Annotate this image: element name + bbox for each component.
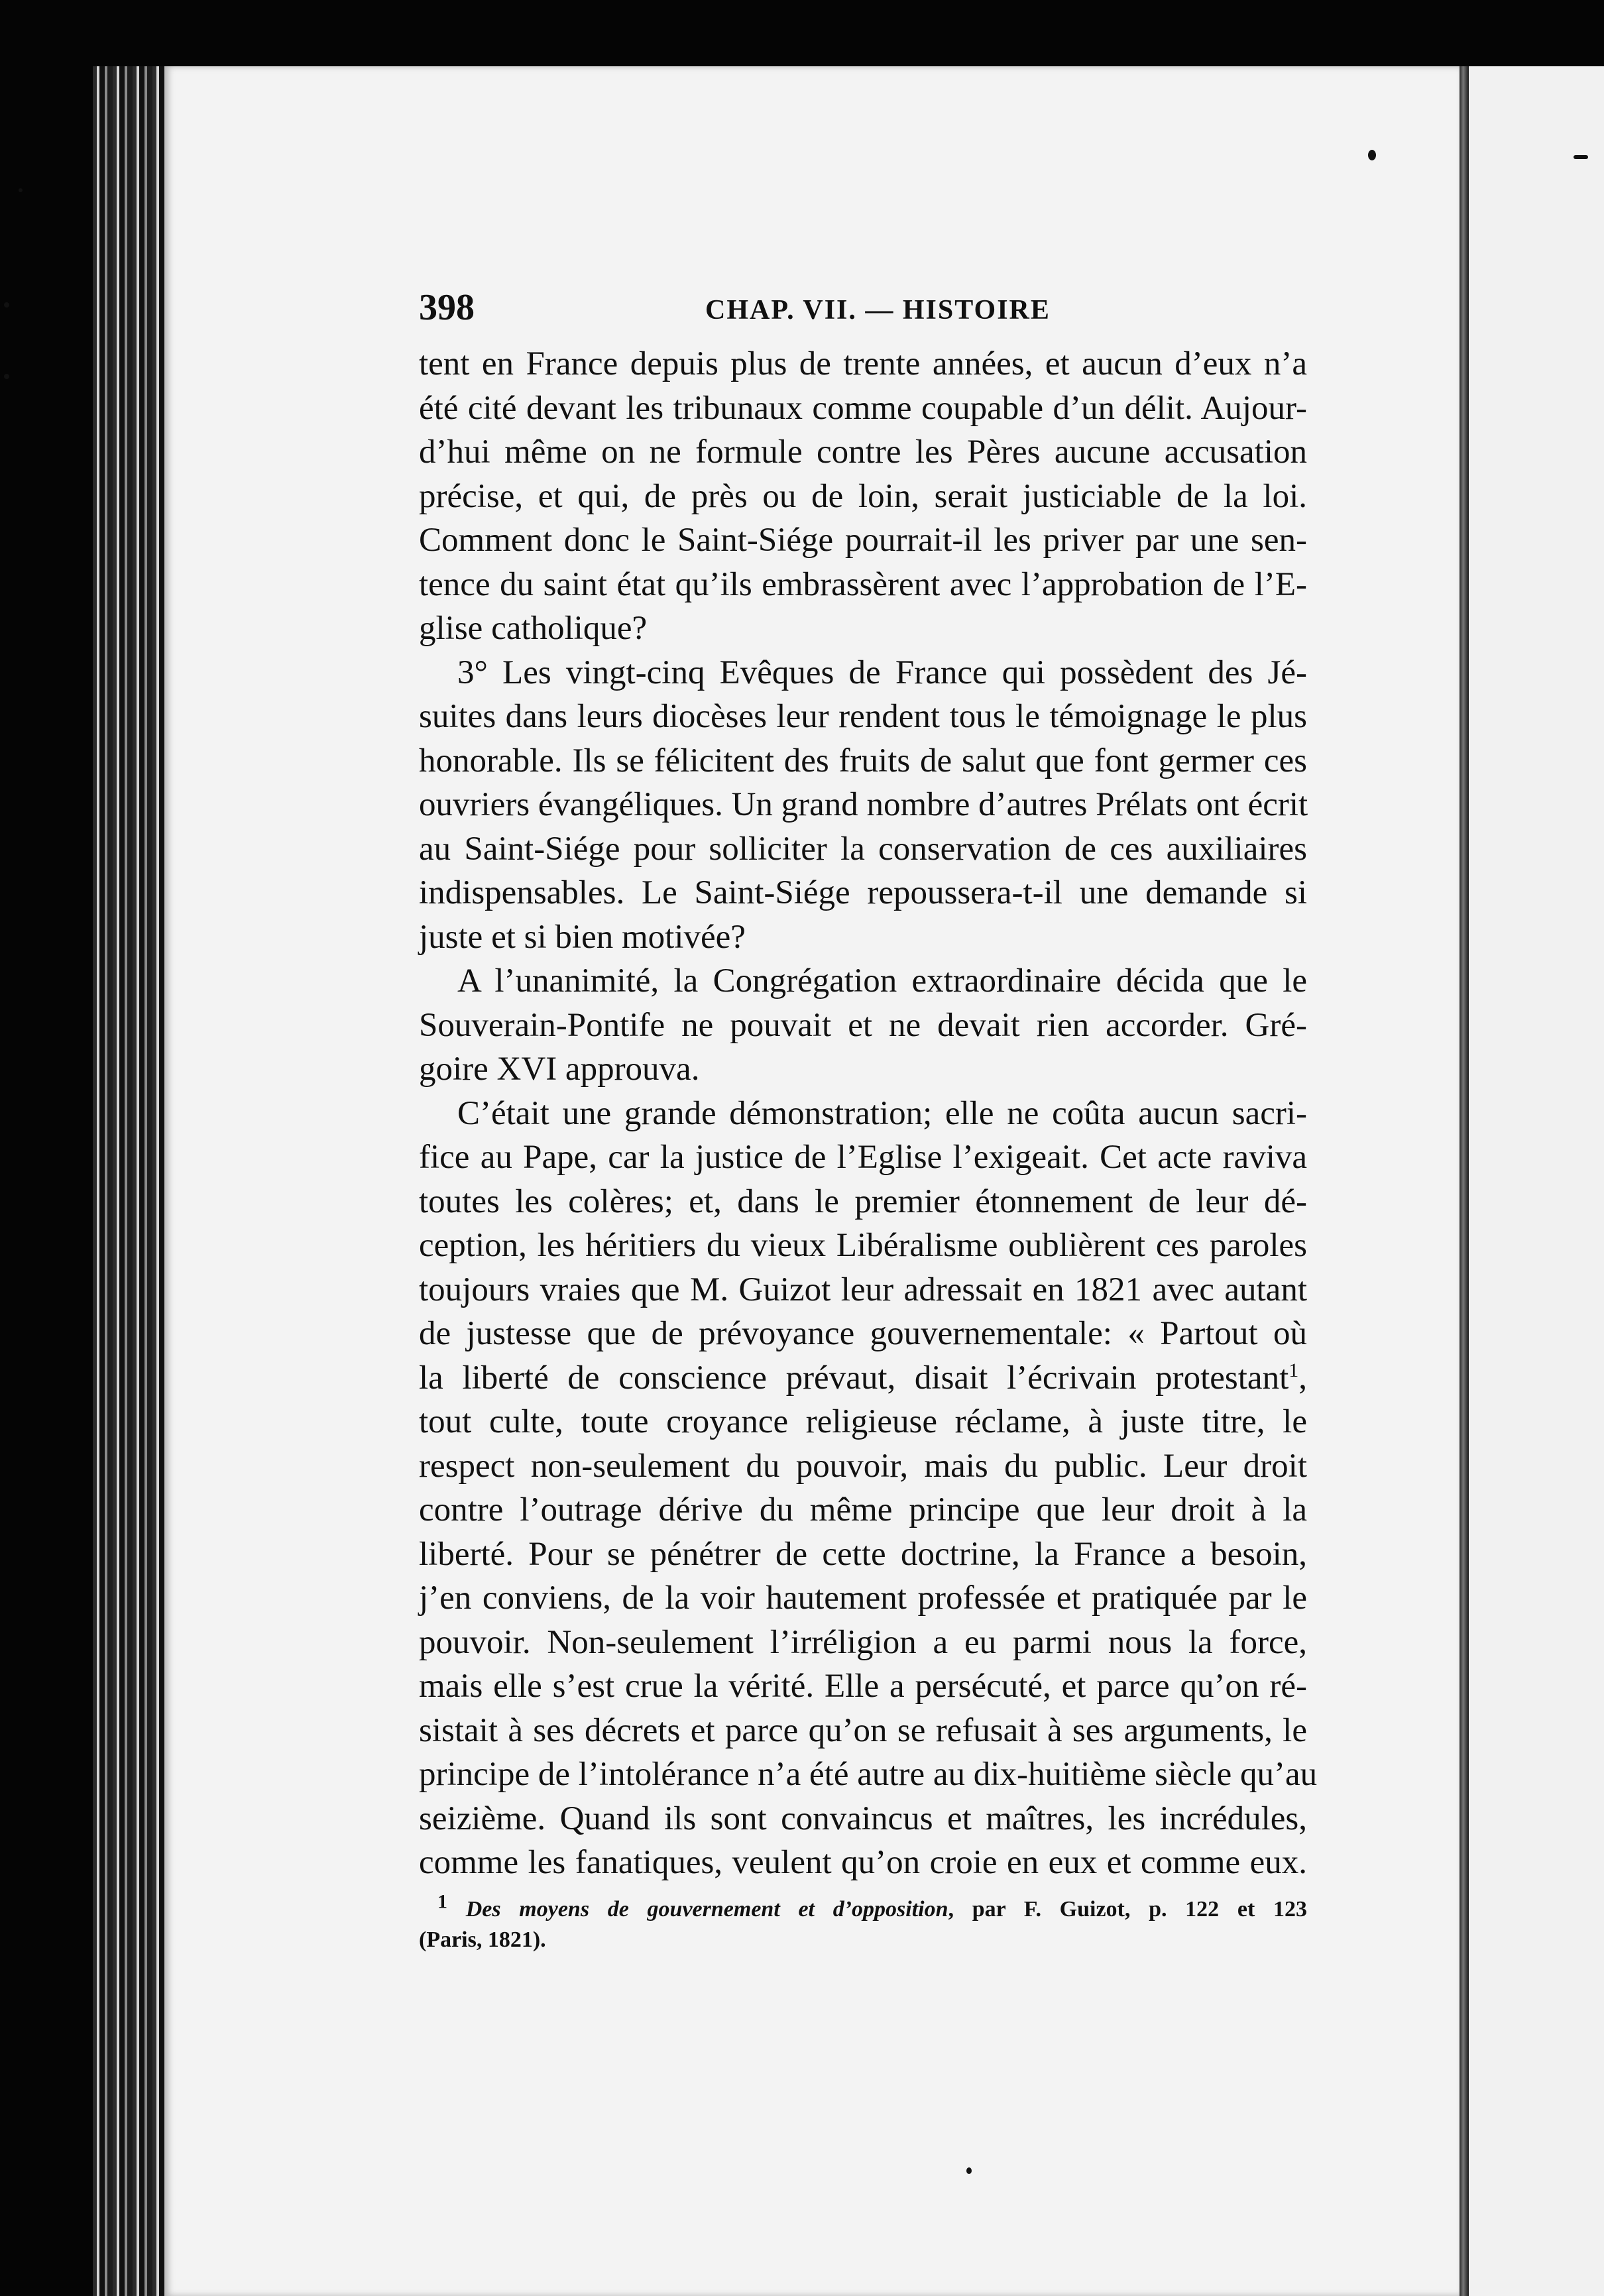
- text-line: fice au Pape, car la justice de l’Eglise l’exigeait. Cet acte raviva: [419, 1139, 1307, 1176]
- footnote-title: Des moyens de gouvernement et d’opposition: [465, 1897, 948, 1922]
- body-text: [419, 342, 1318, 1885]
- text-line: principe de l’intolérance n’a été autre au dix-huitième siècle qu’au: [419, 1756, 1318, 1793]
- text-line: toujours vraies que M. Guizot leur adressait en 1821 avec autant: [419, 1271, 1307, 1308]
- text-line: tout culte, toute croyance religieuse réclame, à juste titre, le: [419, 1403, 1307, 1440]
- text-line: tent en France depuis plus de trente années, et aucun d’eux n’a: [419, 345, 1307, 382]
- text-fragment: la liberté de conscience prévaut, disait l’écrivain protestant: [419, 1359, 1289, 1397]
- text-line: juste et si bien motivée?: [419, 918, 746, 956]
- text-line: honorable. Ils se félicitent des fruits de salut que font germer ces: [419, 742, 1307, 779]
- text-line: liberté. Pour se pénétrer de cette doctrine, la France a besoin,: [419, 1535, 1307, 1573]
- ink-speck: [966, 2167, 972, 2174]
- text-line: A l’unanimité, la Congrégation extraordinaire décida que le: [457, 962, 1307, 1000]
- text-line: au Saint-Siége pour solliciter la conservation de ces auxiliaires: [419, 830, 1307, 868]
- text-line: goire XVI approuva.: [419, 1051, 700, 1088]
- ink-speck: [4, 302, 9, 308]
- footnote-ref: 1: [1289, 1359, 1299, 1381]
- footnote-line: (Paris, 1821).: [419, 1927, 546, 1952]
- page-gutter: [1460, 66, 1469, 2296]
- text-line: indispensables. Le Saint-Siége repoussera-t-il une demande si: [419, 874, 1307, 911]
- text-line: mais elle s’est crue la vérité. Elle a persécuté, et parce qu’on ré-: [419, 1668, 1307, 1705]
- text-line: Souverain-Pontife ne pouvait et ne devait rien accorder. Gré-: [419, 1006, 1307, 1044]
- text-line: respect non-seulement du pouvoir, mais du public. Leur droit: [419, 1447, 1307, 1485]
- ink-speck: [1574, 155, 1588, 159]
- text-line: 3° Les vingt-cinq Evêques de France qui possèdent des Jé-: [457, 654, 1307, 691]
- text-line-with-footnote-ref: [419, 1356, 1307, 1401]
- text-line: ouvriers évangéliques. Un grand nombre d’autres Prélats ont écrit: [419, 786, 1308, 823]
- footnote-line: [419, 1890, 1307, 1925]
- page-header: [419, 286, 1307, 333]
- running-head: CHAP. VII. — HISTOIRE: [705, 295, 1051, 325]
- text-line: toutes les colères; et, dans le premier étonnement de leur dé-: [419, 1182, 1307, 1220]
- text-line: j’en conviens, de la voir hautement professée et pratiquée par le: [419, 1579, 1307, 1617]
- footnote-number: 1: [437, 1890, 447, 1913]
- text-line: ception, les héritiers du vieux Libéralisme oublièrent ces paroles: [419, 1227, 1307, 1264]
- text-line: suites dans leurs diocèses leur rendent tous le témoignage le plus: [419, 698, 1307, 735]
- text-line: été cité devant les tribunaux comme coupable d’un délit. Aujour-: [419, 389, 1307, 427]
- ink-speck: [1368, 150, 1376, 160]
- text-line: précise, et qui, de près ou de loin, serait justiciable de la loi.: [419, 477, 1307, 515]
- text-line: tence du saint état qu’ils embrassèrent avec l’approbation de l’E-: [419, 565, 1307, 603]
- text-line: glise catholique?: [419, 610, 648, 647]
- footnote: [419, 1890, 1307, 1955]
- text-line: Comment donc le Saint-Siége pourrait-il les priver par une sen-: [419, 522, 1307, 559]
- page-number: 398: [419, 287, 475, 328]
- text-line: seizième. Quand ils sont convaincus et maîtres, les incrédules,: [419, 1800, 1307, 1837]
- ink-speck: [19, 188, 23, 192]
- footnote-citation: , par F. Guizot, p. 122 et 123: [948, 1897, 1307, 1922]
- text-line: pouvoir. Non-seulement l’irréligion a eu parmi nous la force,: [419, 1623, 1307, 1661]
- text-line: contre l’outrage dérive du même principe que leur droit à la: [419, 1491, 1307, 1528]
- text-line: C’était une grande démonstration; elle ne coûta aucun sacri-: [457, 1094, 1307, 1132]
- text-line: comme les fanatiques, veulent qu’on croie en eux et comme eux.: [419, 1844, 1307, 1881]
- ink-speck: [4, 374, 9, 379]
- text-line: d’hui même on ne formule contre les Pères aucune accusation: [419, 433, 1307, 471]
- text-fragment: ,: [1298, 1359, 1307, 1397]
- adjacent-page: [1469, 66, 1604, 2296]
- text-line: sistait à ses décrets et parce qu’on se refusait à ses arguments, le: [419, 1711, 1307, 1749]
- text-line: de justesse que de prévoyance gouvernementale: « Partout où: [419, 1315, 1307, 1352]
- book-binding: [93, 66, 166, 2296]
